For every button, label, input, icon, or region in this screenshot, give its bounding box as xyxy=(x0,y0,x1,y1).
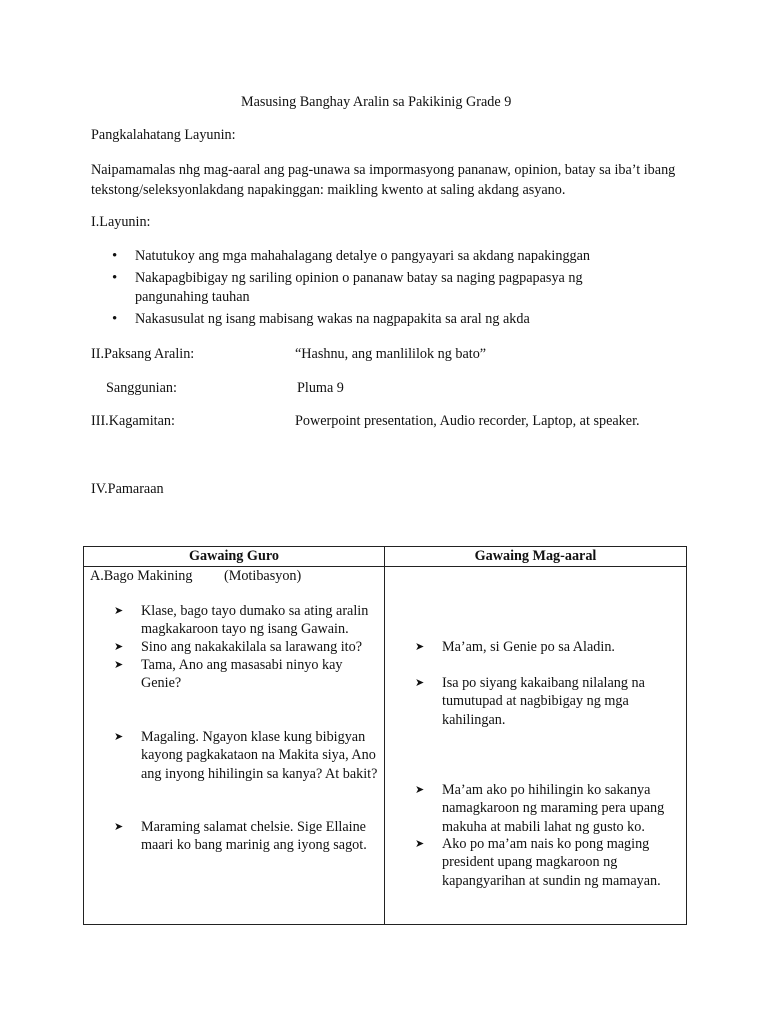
procedure-table xyxy=(83,546,687,925)
section-label: A.Bago Makining xyxy=(90,568,193,584)
student-item-text: Ako po ma’am nais ko pong maging president upang magkaroon ng kapangyarihan at sundin ng mamayan. xyxy=(442,836,661,889)
document-title: Masusing Banghay Aralin sa Pakikinig Grade 9 xyxy=(241,94,512,110)
objective-item: • Natutukoy ang mga mahahalagang detalye o pangyayari sa akdang napakinggan xyxy=(112,247,672,266)
teacher-item xyxy=(114,818,386,855)
table-header-row xyxy=(84,547,687,567)
student-item-text: Isa po siyang kakaibang nilalang na tumutupad at nagbibigay ng mga kahilingan. xyxy=(442,675,645,728)
student-column-header: Gawaing Mag-aaral xyxy=(385,547,687,567)
objectives-list xyxy=(112,247,672,332)
teacher-item-text: Klase, bago tayo dumako sa ating aralin magkakaroon tayo ng isang Gawain. xyxy=(141,603,369,638)
teacher-item xyxy=(114,728,386,783)
student-activity-cell xyxy=(385,567,687,925)
arrow-bullet-icon: ➤ xyxy=(114,659,124,671)
student-item-text: Ma’am, si Genie po sa Aladin. xyxy=(442,639,615,655)
procedure-heading: IV.Pamaraan xyxy=(91,481,164,497)
arrow-bullet-icon: ➤ xyxy=(415,838,425,850)
objective-item: • Nakapagbibigay ng sariling opinion o pananaw batay sa naging pagpapasya ng pangunahing tauhan xyxy=(112,269,635,307)
student-item xyxy=(415,781,692,836)
teacher-column-header: Gawaing Guro xyxy=(84,547,385,567)
materials-label: III.Kagamitan: xyxy=(91,413,175,429)
arrow-bullet-icon: ➤ xyxy=(415,641,425,653)
teacher-item-text: Sino ang nakakakilala sa larawang ito? xyxy=(141,639,363,655)
student-item-text: Ma’am ako po hihilingin ko sakanya namagkaroon ng maraming pera upang makuha at mabili lahat ng gusto ko. xyxy=(442,782,665,835)
student-item xyxy=(415,638,702,656)
teacher-item xyxy=(114,656,371,693)
table-row xyxy=(84,567,687,925)
objectives-heading: I.Layunin: xyxy=(91,214,151,230)
objective-item: • Nakasusulat ng isang mabisang wakas na nagpapakita sa aral ng akda xyxy=(112,310,672,329)
teacher-item-text: Magaling. Ngayon klase kung bibigyan kayong pagkakataon na Makita siya, Ano ang inyong hihilingin sa kanya? At bakit? xyxy=(141,729,378,782)
materials-value: Powerpoint presentation, Audio recorder, Laptop, at speaker. xyxy=(295,413,640,429)
reference-label: Sanggunian: xyxy=(106,380,177,396)
arrow-bullet-icon: ➤ xyxy=(114,731,124,743)
subject-matter-label: II.Paksang Aralin: xyxy=(91,346,195,362)
general-objective-heading: Pangkalahatang Layunin: xyxy=(91,127,236,143)
general-objective-text: Naipamamalas nhg mag-aaral ang pag-unawa sa impormasyong pananaw, opinion, batay sa iba’t ibang tekstong/seleksyonlakdang napakinggan: maikling kwento at saling akdang asyano. xyxy=(91,162,676,198)
teacher-item xyxy=(114,638,401,656)
arrow-bullet-icon: ➤ xyxy=(114,641,124,653)
student-item xyxy=(415,674,687,729)
teacher-item-text: Tama, Ano ang masasabi ninyo kay Genie? xyxy=(141,657,343,692)
teacher-item-text: Maraming salamat chelsie. Sige Ellaine maari ko bang marinig ang iyong sagot. xyxy=(141,819,367,854)
subject-matter-value: “Hashnu, ang manlililok ng bato” xyxy=(295,346,487,362)
teacher-activity-cell xyxy=(84,567,385,925)
arrow-bullet-icon: ➤ xyxy=(114,821,124,833)
student-item xyxy=(415,835,687,890)
arrow-bullet-icon: ➤ xyxy=(415,784,425,796)
teacher-item xyxy=(114,602,401,639)
section-sublabel: (Motibasyon) xyxy=(224,568,302,584)
arrow-bullet-icon: ➤ xyxy=(415,677,425,689)
reference-value: Pluma 9 xyxy=(297,380,344,396)
arrow-bullet-icon: ➤ xyxy=(114,605,124,617)
